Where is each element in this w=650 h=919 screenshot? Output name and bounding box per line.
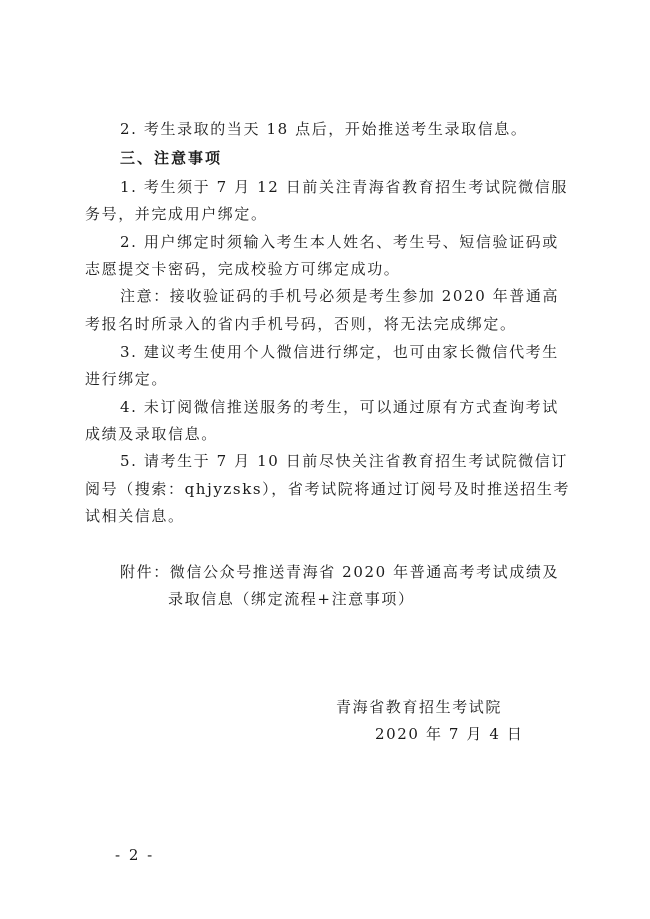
caution-line-2: 考报名时所录入的省内手机号码，否则，将无法完成绑定。: [85, 315, 517, 333]
note-3-line-1: 3. 建议考生使用个人微信进行绑定，也可由家长微信代考生: [120, 343, 559, 361]
note-5-line-2: 阅号（搜索：qhjyzsks），省考试院将通过订阅号及时推送招生考: [85, 480, 571, 498]
note-3-line-2: 进行绑定。: [85, 370, 169, 388]
note-1-line-1: 1. 考生须于 7 月 12 日前关注青海省教育招生考试院微信服: [120, 178, 568, 196]
page-number: - 2 -: [115, 846, 155, 864]
attachment-line-1: 附件：微信公众号推送青海省 2020 年普通高考考试成绩及: [120, 563, 560, 581]
note-2-line-1: 2. 用户绑定时须输入考生本人姓名、考生号、短信验证码或: [120, 233, 559, 251]
note-1-line-2: 务号，并完成用户绑定。: [85, 205, 268, 223]
section-heading: 三、注意事项: [120, 149, 223, 167]
note-4-line-2: 成绩及录取信息。: [85, 425, 218, 443]
notice-item-2: 2. 考生录取的当天 18 点后，开始推送考生录取信息。: [120, 120, 528, 138]
issue-date: 2020 年 7 月 4 日: [375, 725, 524, 743]
note-5-line-1: 5. 请考生于 7 月 10 日前尽快关注省教育招生考试院微信订: [120, 452, 568, 470]
attachment-line-2: 录取信息（绑定流程+注意事项）: [168, 590, 415, 608]
note-4-line-1: 4. 未订阅微信推送服务的考生，可以通过原有方式查询考试: [120, 398, 559, 416]
caution-line-1: 注意：接收验证码的手机号必须是考生参加 2020 年普通高: [120, 287, 560, 305]
note-2-line-2: 志愿提交卡密码，完成校验方可绑定成功。: [85, 260, 401, 278]
issuer-name: 青海省教育招生考试院: [336, 698, 503, 716]
note-5-line-3: 试相关信息。: [85, 507, 185, 525]
